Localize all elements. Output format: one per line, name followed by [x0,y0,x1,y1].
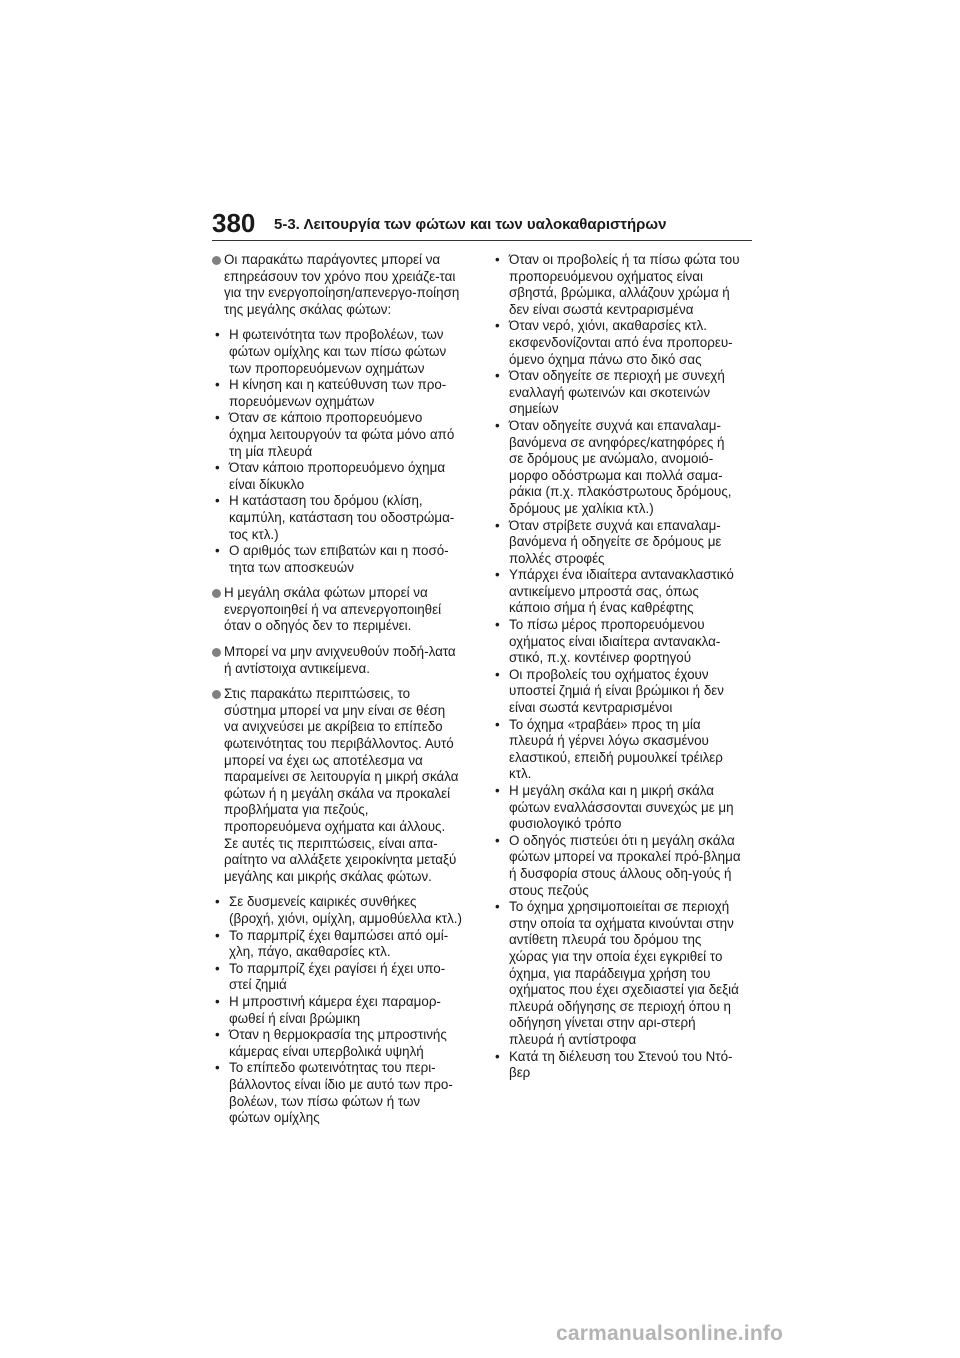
paragraph-conditions [212,686,462,885]
list-item: • Όταν σε κάποιο προπορευόμενο όχημα λειτουργούν τα φώτα μόνο από τη μία πλευρά [212,410,462,460]
paragraph-text: Μπορεί να μην ανιχνευθούν ποδή-λατα ή αντίστοιχα αντικείμενα. [224,644,456,676]
page-number: 380 [212,208,256,238]
list-item: • Το πίσω μέρος προπορευόμενου οχήματος είναι ιδιαίτερα αντανακλα-στικό, π.χ. κοντέινερ φορτηγού [492,617,742,667]
list-item: • Όταν νερό, χιόνι, ακαθαρσίες κτλ. εκσφενδονίζονται από ένα προπορευ-όμενο όχημα πάνω στο δικό σας [492,318,742,368]
list-item: • Οι προβολείς του οχήματος έχουν υποστεί ζημιά ή είναι βρώμικοι ή δεν είναι σωστά κεντραρισμένοι [492,667,742,717]
list-item: • Η κατάσταση του δρόμου (κλίση, καμπύλη, κατάσταση του οδοστρώμα-τος κτλ.) [212,493,462,543]
watermark: carmanualsonline.info [556,1322,784,1345]
paragraph-bicycles [212,644,462,677]
paragraph-unexpected [212,585,462,635]
list-item: • Όταν κάποιο προπορευόμενο όχημα είναι δίκυκλο [212,460,462,493]
section-title: 5-3. Λειτουργία των φώτων και των υαλοκαθαριστήρων [274,216,667,233]
conditions-list-continued [492,252,742,1082]
right-column [492,252,742,1091]
list-item: • Όταν η θερμοκρασία της μπροστινής κάμερας είναι υπερβολικά υψηλή [212,1027,462,1060]
list-item: • Όταν οδηγείτε σε περιοχή με συνεχή εναλλαγή φωτεινών και σκοτεινών σημείων [492,368,742,418]
list-item: • Κατά τη διέλευση του Στενού του Ντό-βερ [492,1049,742,1082]
list-item: • Το όχημα χρησιμοποιείται σε περιοχή στην οποία τα οχήματα κινούνται στην αντίθετη πλευρά του δρόμου της χώρας για την οποία έχει εγκριθεί το όχημα, για παράδειγμα χρήση του οχήματος που έχει σχεδιαστεί για δεξιά πλευρά οδήγησης σε περιοχή όπου η οδήγηση γίνεται στην αρι-στερή πλευρά ή αντίστροφα [492,899,742,1048]
paragraph-text: Η μεγάλη σκάλα φώτων μπορεί να ενεργοποιηθεί ή να απενεργοποιηθεί όταν ο οδηγός δεν το περιμένει. [224,585,442,634]
list-item: • Όταν οδηγείτε συχνά και επαναλαμ-βανόμενα σε ανηφόρες/κατηφόρες ή σε δρόμους με ανώμαλο, ανομοιό-μορφο οδόστρωμα και πολλά σαμα-ράκια (π.χ. πλακόστρωτους δρόμους, δρόμους με χαλίκια κτλ.) [492,418,742,518]
list-item: • Το όχημα «τραβάει» προς τη μία πλευρά ή γέρνει λόγω σκασμένου ελαστικού, επειδή ρυμουλκεί τρέιλερ κτλ. [492,717,742,783]
list-item: • Η μεγάλη σκάλα και η μικρή σκάλα φώτων εναλλάσσονται συνεχώς με μη φυσιολογικό τρόπο [492,783,742,833]
bullet-dot-icon [212,256,221,265]
list-item: • Η κίνηση και η κατεύθυνση των προ-πορευόμενων οχημάτων [212,377,462,410]
list-item: • Ο οδηγός πιστεύει ότι η μεγάλη σκάλα φώτων μπορεί να προκαλεί πρό-βλημα ή δυσφορία στους άλλους οδη-γούς ή στους πεζούς [492,833,742,899]
header-divider [212,240,752,241]
conditions-list [212,894,462,1126]
page-header [212,208,752,240]
left-column [212,252,462,1136]
paragraph-text: Στις παρακάτω περιπτώσεις, το σύστημα μπορεί να μην είναι σε θέση να ανιχνεύσει με ακρίβεια το επίπεδο φωτεινότητας του περιβάλλοντος. Αυτό μπορεί να έχει ως αποτέλεσμα να παραμείνει σε λειτουργία η μικρή σκάλα φώτων ή η μεγάλη σκάλα να προκαλεί προβλήματα για πεζούς, προπορευόμενα οχήματα και άλλους. Σε αυτές τις περιπτώσεις, είναι απα-ραίτητο να αλλάξετε χειροκίνητα μεταξύ μεγάλης και μικρής σκάλας φώτων. [224,686,459,884]
paragraph-factors [212,252,462,318]
list-item: • Το παρμπρίζ έχει ραγίσει ή έχει υπο-στεί ζημιά [212,961,462,994]
bullet-dot-icon [212,690,221,699]
factors-list [212,327,462,576]
bullet-dot-icon [212,648,221,657]
list-item: • Υπάρχει ένα ιδιαίτερα αντανακλαστικό αντικείμενο μπροστά σας, όπως κάποιο σήμα ή ένας καθρέφτης [492,567,742,617]
bullet-dot-icon [212,589,221,598]
list-item: • Η φωτεινότητα των προβολέων, των φώτων ομίχλης και των πίσω φώτων των προπορευόμενων οχημάτων [212,327,462,377]
list-item: • Ο αριθμός των επιβατών και η ποσό-τητα των αποσκευών [212,543,462,576]
list-item: • Το παρμπρίζ έχει θαμπώσει από ομί-χλη, πάγο, ακαθαρσίες κτλ. [212,928,462,961]
list-item: • Όταν οι προβολείς ή τα πίσω φώτα του προπορευόμενου οχήματος είναι σβηστά, βρώμικα, αλλάζουν χρώμα ή δεν είναι σωστά κεντραρισμένα [492,252,742,318]
list-item: • Το επίπεδο φωτεινότητας του περι-βάλλοντος είναι ίδιο με αυτό των προ-βολέων, των πίσω φώτων ή των φώτων ομίχλης [212,1060,462,1126]
paragraph-text: Οι παρακάτω παράγοντες μπορεί να επηρεάσουν τον χρόνο που χρειάζε-ται για την ενεργοποίηση/απενεργο-ποίηση της μεγάλης σκάλας φώτων: [224,252,460,317]
list-item: • Η μπροστινή κάμερα έχει παραμορ-φωθεί ή είναι βρώμικη [212,994,462,1027]
list-item: • Όταν στρίβετε συχνά και επαναλαμ-βανόμενα ή οδηγείτε σε δρόμους με πολλές στροφές [492,518,742,568]
list-item: • Σε δυσμενείς καιρικές συνθήκες (βροχή, χιόνι, ομίχλη, αμμοθύελλα κτλ.) [212,894,462,927]
